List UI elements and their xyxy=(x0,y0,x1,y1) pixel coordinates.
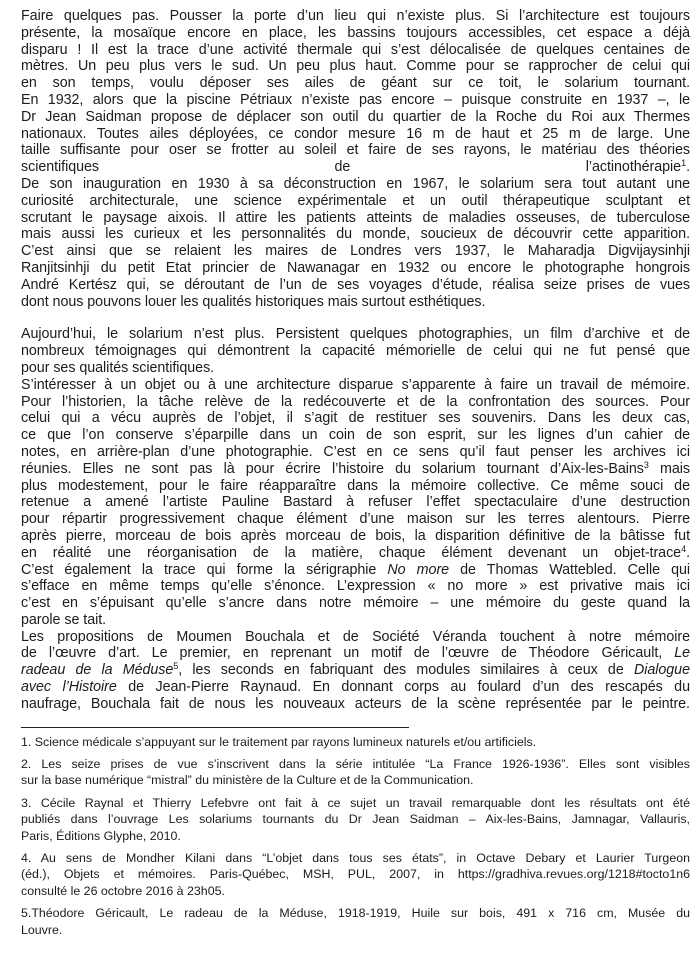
line-text: 1. Science médicale s’appuyant sur le traitement par rayons lumineux naturels et/ou artificiels. xyxy=(21,734,537,749)
line-text: sur la base numérique “mistral” du ministère de la Culture et de la Communication. xyxy=(21,773,474,788)
footnote-line xyxy=(21,866,690,882)
footnote-line xyxy=(21,883,690,899)
line-text: parole se tait. xyxy=(21,611,107,628)
text-line xyxy=(21,58,690,75)
line-text: , les seconds en fabriquant des modules similaires à ceux de xyxy=(178,662,634,679)
line-text: 3. Cécile Raynal et Thierry Lefebvre ont fait à ce sujet un travail remarquable dont les résultats ont été xyxy=(21,795,690,810)
line-text: c’est en s’épuisant qu’elle s’ancre dans notre mémoire – une mémoire du geste quand la xyxy=(21,595,690,612)
text-line xyxy=(21,377,690,394)
line-text: plus modestement, pour le faire réapparaître dans la mémoire collective. Ce même souci de xyxy=(21,477,690,494)
line-text: De son inauguration en 1930 à sa déconstruction en 1967, le solarium sera tout autant une xyxy=(21,175,690,192)
italic-title: Le xyxy=(674,645,690,662)
line-text: dont nous pouvons louer les qualités historiques mais surtout esthétiques. xyxy=(21,293,486,310)
line-text: (éd.), Objets et mémoires. Paris-Québec, MSH, PUL, 2007, in https://gradhiva.revues.org/1218#tocto1n6 xyxy=(21,867,690,882)
text-line xyxy=(21,410,690,427)
line-text: mais xyxy=(648,460,690,477)
line-text: réunies. Elles ne sont pas là pour écrire l’histoire du solarium tournant d’Aix-les-Bains xyxy=(21,460,644,477)
text-line xyxy=(21,612,690,629)
footnote-line xyxy=(21,772,690,788)
line-text: Les propositions de Moumen Bouchala et de Société Véranda touchent à notre mémoire xyxy=(21,628,690,645)
text-line xyxy=(21,210,690,227)
line-text: . xyxy=(686,159,690,176)
text-line xyxy=(21,595,690,612)
text-line xyxy=(21,75,690,92)
italic-title: No more xyxy=(387,561,450,578)
text-line xyxy=(21,126,690,143)
text-line xyxy=(21,294,690,311)
italic-title: avec l’Histoire xyxy=(21,679,117,696)
line-text: notes, en arrière-plan d’une photographie. C’est en ce sens qu’il faut penser les archives ici xyxy=(21,443,690,460)
footnotes xyxy=(21,734,690,938)
line-text: mais aussi les curieux et les personnalités du monde, soucieux de découvrir cette apparition. xyxy=(21,226,690,243)
line-text: pour répartir progressivement chaque élément d’une maison sur les terres alentours. Pierre xyxy=(21,511,690,528)
footnote-line xyxy=(21,811,690,827)
footnote-line xyxy=(21,905,690,921)
text-line xyxy=(21,696,690,713)
line-text: André Kertész qui, se déroutant de l’un de ses voyages d’étude, réalisa seize prises de vues xyxy=(21,276,690,293)
footnote-ref: 5 xyxy=(173,662,179,672)
footnote xyxy=(21,756,690,789)
text-line xyxy=(21,25,690,42)
line-text: mètres. Un peu plus vers le sud. Un peu plus haut. Comme pour se rapprocher de celui qui xyxy=(21,58,690,75)
text-line xyxy=(21,427,690,444)
line-text: Pour l’historien, la tâche relève de la redécouverte et de la confrontation des sources. Pour xyxy=(21,393,690,410)
text-line xyxy=(21,109,690,126)
text-line xyxy=(21,629,690,646)
line-text: de Thomas Wattebled. Celle qui xyxy=(449,561,690,578)
line-text: taille suffisante pour oser se frotter au soleil et faire de ses rayons, le matériau des théories xyxy=(21,142,690,159)
text-line xyxy=(21,159,690,176)
text-line xyxy=(21,394,690,411)
line-text: de Jean-Pierre Raynaud. En donnant corps au foulard d’un des rescapés du xyxy=(116,679,690,696)
body-text xyxy=(21,8,690,713)
text-line xyxy=(21,193,690,210)
text-line xyxy=(21,326,690,343)
footnote-line xyxy=(21,850,690,866)
document-page xyxy=(21,8,690,938)
text-line xyxy=(21,8,690,25)
line-text: présente, la mosaïque encore en place, les bassins toujours accessibles, cet espace a déjà xyxy=(21,24,690,41)
line-text: celui qui a vécu auprès de l’objet, il s’agit de restituer ses souvenirs. Dans les deux cas, xyxy=(21,410,690,427)
line-text: C’est également la trace qui forme la sérigraphie xyxy=(21,561,388,578)
text-line xyxy=(21,444,690,461)
text-line xyxy=(21,461,690,478)
paragraph xyxy=(21,8,690,92)
italic-title: radeau de la Méduse xyxy=(21,662,174,679)
text-line xyxy=(21,679,690,696)
text-line xyxy=(21,662,690,679)
line-text: disparu ! Il est la trace d’une activité thermale qui s’est délocalisée de quelques centaines de xyxy=(21,41,690,58)
line-text: naufrage, Bouchala fait de nous les nouveaux acteurs de la scène représentée par le peintre. xyxy=(21,695,690,712)
text-line xyxy=(21,478,690,495)
line-text: . xyxy=(686,544,690,561)
text-line xyxy=(21,545,690,562)
footnote-line xyxy=(21,828,690,844)
footnote-ref: 4 xyxy=(681,544,687,554)
paragraph-gap xyxy=(21,310,690,326)
line-text: scientifiques de l’actinothérapie xyxy=(21,159,682,176)
line-text: s’efface en même temps qu’elle s’énonce. L’expression « no more » est privative mais ici xyxy=(21,578,690,595)
line-text: Faire quelques pas. Pousser la porte d’un lieu qui n’existe plus. Si l’architecture est toujours xyxy=(21,8,690,24)
text-line xyxy=(21,494,690,511)
line-text: Dr Jean Saidman propose de déplacer son outil du quartier de la Roche du Roi aux Thermes xyxy=(21,108,690,125)
line-text: Paris, Éditions Glyphe, 2010. xyxy=(21,828,181,843)
paragraph xyxy=(21,562,690,629)
text-line xyxy=(21,260,690,277)
paragraph xyxy=(21,326,690,376)
footnote-line xyxy=(21,756,690,772)
line-text: 5.Théodore Géricault, Le radeau de la Méduse, 1918-1919, Huile sur bois, 491 x 716 cm, Musée du xyxy=(21,906,690,921)
line-text: 2. Les seize prises de vue s’inscrivent dans la série intitulée “La France 1926-1936”. Elles sont visibles xyxy=(21,757,690,772)
footnote-line xyxy=(21,922,690,938)
line-text: Ranjitsinhji du petit Etat princier de Nawanagar en 1932 ou encore le photographe hongrois xyxy=(21,259,690,276)
paragraph xyxy=(21,176,690,310)
text-line xyxy=(21,277,690,294)
line-text: en son temps, voulu déposer ses ailes de géant sur ce toit, le solarium tournant. xyxy=(21,75,690,92)
line-text: C’est ainsi que se relaient les maires de Londres vers 1937, le Maharadja Digvijaysinhji xyxy=(21,243,690,260)
line-text: Aujourd’hui, le solarium n’est plus. Persistent quelques photographies, un film d’archive et de xyxy=(21,326,690,343)
text-line xyxy=(21,528,690,545)
footnote-ref: 3 xyxy=(643,460,649,470)
line-text: Louvre. xyxy=(21,922,63,937)
line-text: curiosité architecturale, une science expérimentale et un outil thérapeutique sculptant et xyxy=(21,192,690,209)
text-line xyxy=(21,42,690,59)
paragraph xyxy=(21,629,690,713)
footnote-separator xyxy=(21,727,409,728)
line-text: en réalité une réorganisation de la matière, chaque élément devenant un objet-trace xyxy=(21,544,682,561)
text-line xyxy=(21,243,690,260)
text-line xyxy=(21,578,690,595)
line-text: de l’œuvre d’art. Le premier, en reprenant un motif de l’œuvre de Théodore Géricault, xyxy=(21,645,675,662)
line-text: nationaux. Toutes ailes déployées, ce condor mesure 16 m de haut et 25 m de large. Une xyxy=(21,125,690,142)
footnote xyxy=(21,734,690,750)
paragraph xyxy=(21,92,690,176)
paragraph xyxy=(21,377,690,562)
line-text: pour ses qualités scientifiques. xyxy=(21,359,215,376)
text-line xyxy=(21,176,690,193)
footnote-line xyxy=(21,734,690,750)
text-line xyxy=(21,360,690,377)
line-text: ce que l’on conserve s’éparpille dans un coin de son esprit, sur les lignes d’un cahier de xyxy=(21,427,690,444)
line-text: 4. Au sens de Mondher Kilani dans “L’objet dans tous ses états”, in Octave Debary et Laurier Turgeon xyxy=(21,851,690,866)
line-text: S’intéresser à un objet ou à une architecture disparue s’apparente à faire un travail de mémoire. xyxy=(21,376,690,393)
text-line xyxy=(21,645,690,662)
line-text: après pierre, morceau de bois après morceau de bois, la disparition définitive de la bâtisse fut xyxy=(21,527,690,544)
footnote-ref: 1 xyxy=(681,159,687,169)
footnote xyxy=(21,795,690,844)
text-line xyxy=(21,562,690,579)
footnote xyxy=(21,905,690,938)
footnote-line xyxy=(21,795,690,811)
text-line xyxy=(21,142,690,159)
text-line xyxy=(21,226,690,243)
line-text: nombreux témoignages qui démontrent la capacité mémorielle de celui qui ne fut pensé que xyxy=(21,343,690,360)
text-line xyxy=(21,343,690,360)
line-text: publiés dans l’ouvrage Les solariums tournants du Dr Jean Saidman – Aix-les-Bains, Jamnagar, Vallauris, xyxy=(21,812,690,827)
text-line xyxy=(21,511,690,528)
italic-title: Dialogue xyxy=(633,662,690,679)
line-text: scrutant le paysage aixois. Il attire les patients atteints de maladies osseuses, de tuberculose xyxy=(21,209,690,226)
line-text: En 1932, alors que la piscine Pétriaux n’existe pas encore – puisque construite en 1937 –, le xyxy=(21,91,690,108)
text-line xyxy=(21,92,690,109)
line-text: retenue a amené l’artiste Pauline Bastard à refuser l’effet spectaculaire d’une destruction xyxy=(21,494,690,511)
footnote xyxy=(21,850,690,899)
line-text: consulté le 26 octobre 2016 à 23h05. xyxy=(21,883,225,898)
